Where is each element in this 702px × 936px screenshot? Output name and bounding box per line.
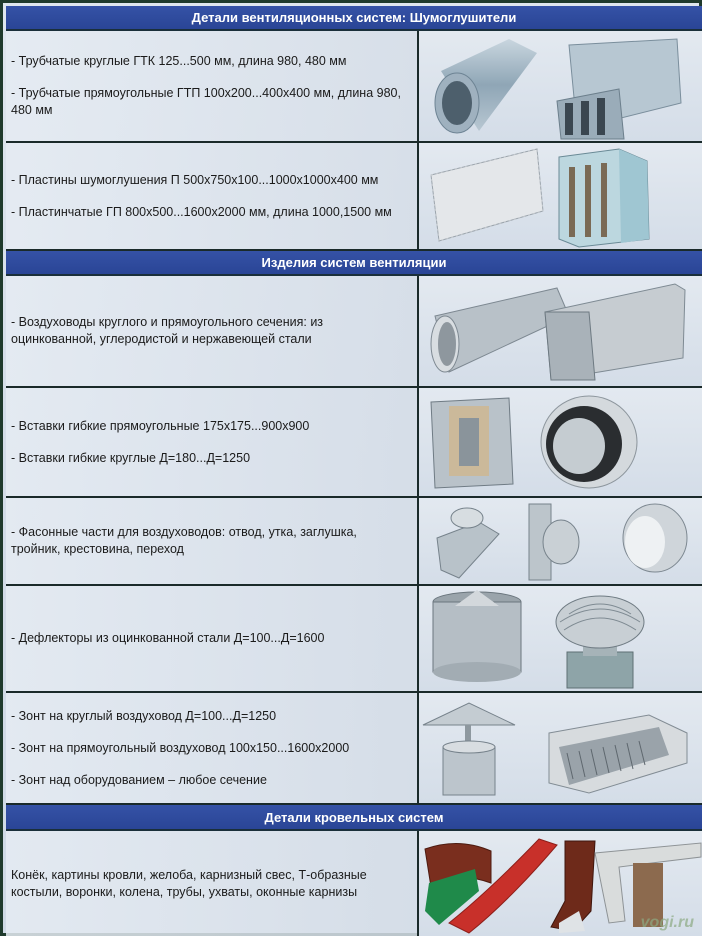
row-line: - Трубчатые прямоугольные ГТП 100x200...400x400 мм, длина 980, 480 мм bbox=[11, 86, 401, 117]
row-line: - Пластины шумоглушения П 500x750x100...1000x1000x400 мм bbox=[11, 172, 379, 187]
section-header-ventilation-products bbox=[6, 251, 702, 276]
air-ducts-image bbox=[419, 276, 702, 386]
table-row bbox=[6, 498, 702, 586]
row-line: - Пластинчатые ГП 800x500...1600x2000 мм, длина 1000,1500 мм bbox=[11, 204, 392, 219]
duct-fittings-image bbox=[419, 498, 702, 584]
row-description bbox=[6, 831, 419, 936]
table-row bbox=[6, 31, 702, 143]
section-title: Детали кровельных систем bbox=[264, 809, 444, 825]
row-description bbox=[6, 693, 419, 803]
row-description bbox=[6, 31, 419, 141]
row-description bbox=[6, 143, 419, 249]
table-row bbox=[6, 693, 702, 805]
row-description bbox=[6, 498, 419, 584]
row-line: - Трубчатые круглые ГТК 125...500 мм, длина 980, 480 мм bbox=[11, 54, 347, 68]
table-row bbox=[6, 276, 702, 388]
table-row bbox=[6, 831, 702, 936]
watermark: vogi.ru bbox=[640, 914, 694, 931]
tubular-silencers-image bbox=[419, 31, 702, 141]
flexible-inserts-image bbox=[419, 388, 702, 496]
deflectors-image bbox=[419, 586, 702, 691]
row-line: - Фасонные части для воздуховодов: отвод, утка, заглушка, тройник, крестовина, переход bbox=[11, 525, 357, 556]
row-description bbox=[6, 586, 419, 691]
hoods-image bbox=[419, 693, 702, 803]
row-line: Конёк, картины кровли, желоба, карнизный свес, Т-образные костыли, воронки, колена, трубы, ухваты, оконные карнизы bbox=[11, 867, 367, 899]
section-title: Изделия систем вентиляции bbox=[261, 255, 447, 270]
section-header-silencers bbox=[6, 6, 702, 31]
table-row bbox=[6, 388, 702, 498]
row-description bbox=[6, 388, 419, 496]
section-header-roofing bbox=[6, 805, 702, 831]
row-line: - Воздуховоды круглого и прямоугольного сечения: из оцинкованной, углеродистой и нержавеющей стали bbox=[11, 315, 324, 346]
row-line: - Дефлекторы из оцинкованной стали Д=100...Д=1600 bbox=[11, 631, 325, 645]
row-line: - Вставки гибкие круглые Д=180...Д=1250 bbox=[11, 450, 251, 465]
row-line: - Зонт на круглый воздуховод Д=100...Д=1250 bbox=[11, 708, 277, 723]
roofing-parts-image bbox=[419, 831, 702, 936]
row-line: - Зонт на прямоугольный воздуховод 100x150...1600x2000 bbox=[11, 740, 350, 755]
row-description bbox=[6, 276, 419, 386]
row-line: - Вставки гибкие прямоугольные 175x175...900x900 bbox=[11, 418, 310, 433]
row-line: - Зонт над оборудованием – любое сечение bbox=[11, 772, 267, 787]
section-title: Детали вентиляционных систем: Шумоглушители bbox=[191, 10, 517, 25]
table-row bbox=[6, 586, 702, 693]
table-row bbox=[6, 143, 702, 251]
plate-silencers-image bbox=[419, 143, 702, 249]
